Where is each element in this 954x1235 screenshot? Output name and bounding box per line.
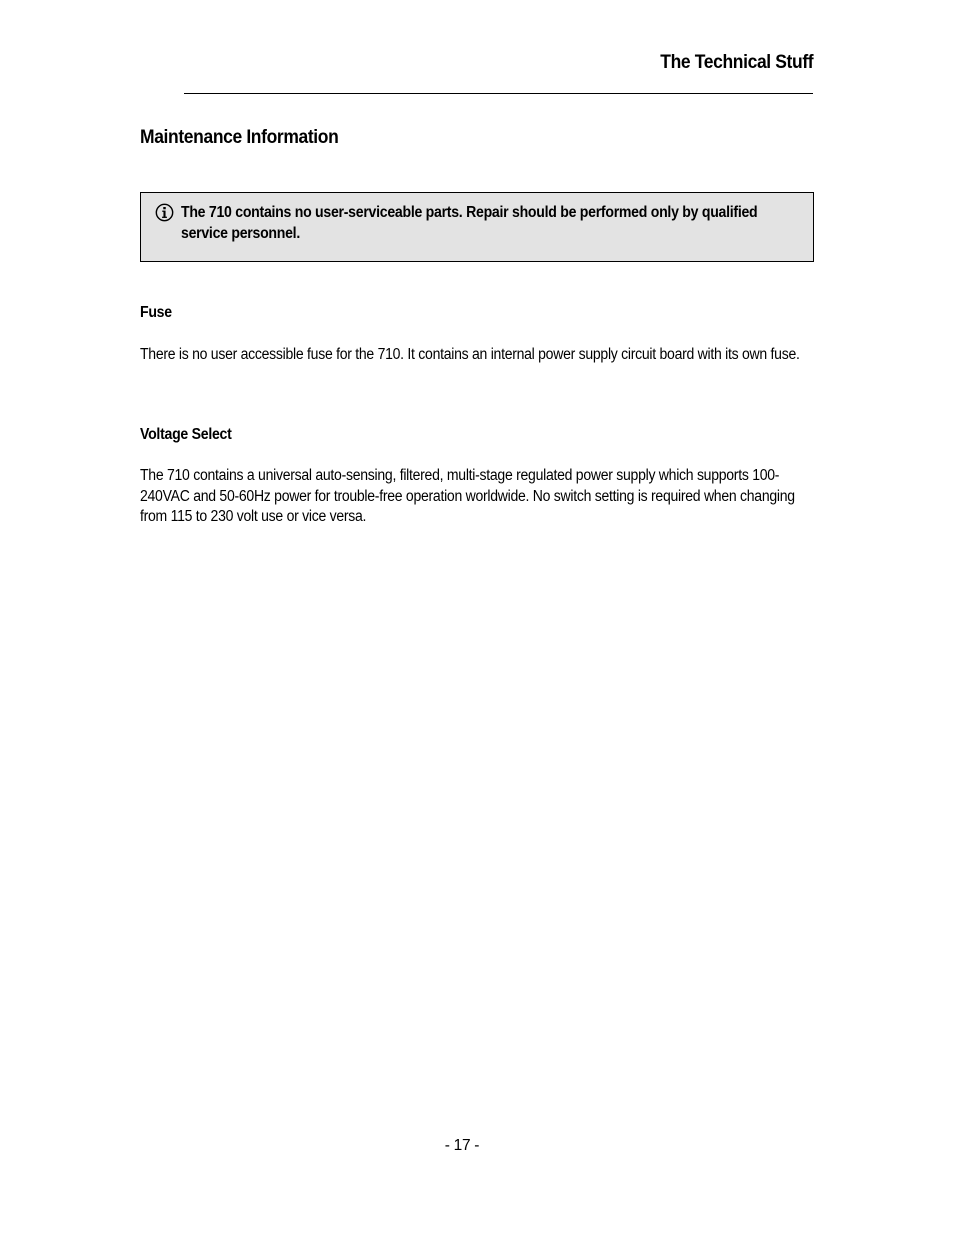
note-text: The 710 contains no user-serviceable parts. Repair should be performed only by qualified service personnel. [181, 204, 758, 242]
voltage-select-heading: Voltage Select [140, 426, 232, 443]
note-box [140, 192, 814, 262]
page-number: - 17 - [444, 1137, 480, 1154]
section-title: Maintenance Information [140, 127, 339, 148]
voltage-select-body: The 710 contains a universal auto-sensing, filtered, multi-stage regulated power supply which supports 100-240VAC and 50-60Hz power for trouble-free operation worldwide. No switch setting is required when changing from 115 to 230 volt use or vice versa. [140, 467, 795, 526]
fuse-body: There is no user accessible fuse for the 710. It contains an internal power supply circuit board with its own fuse. [140, 346, 800, 363]
running-header: The Technical Stuff [660, 52, 813, 73]
fuse-heading: Fuse [140, 304, 172, 321]
info-icon [155, 203, 174, 222]
header-rule [184, 93, 813, 94]
